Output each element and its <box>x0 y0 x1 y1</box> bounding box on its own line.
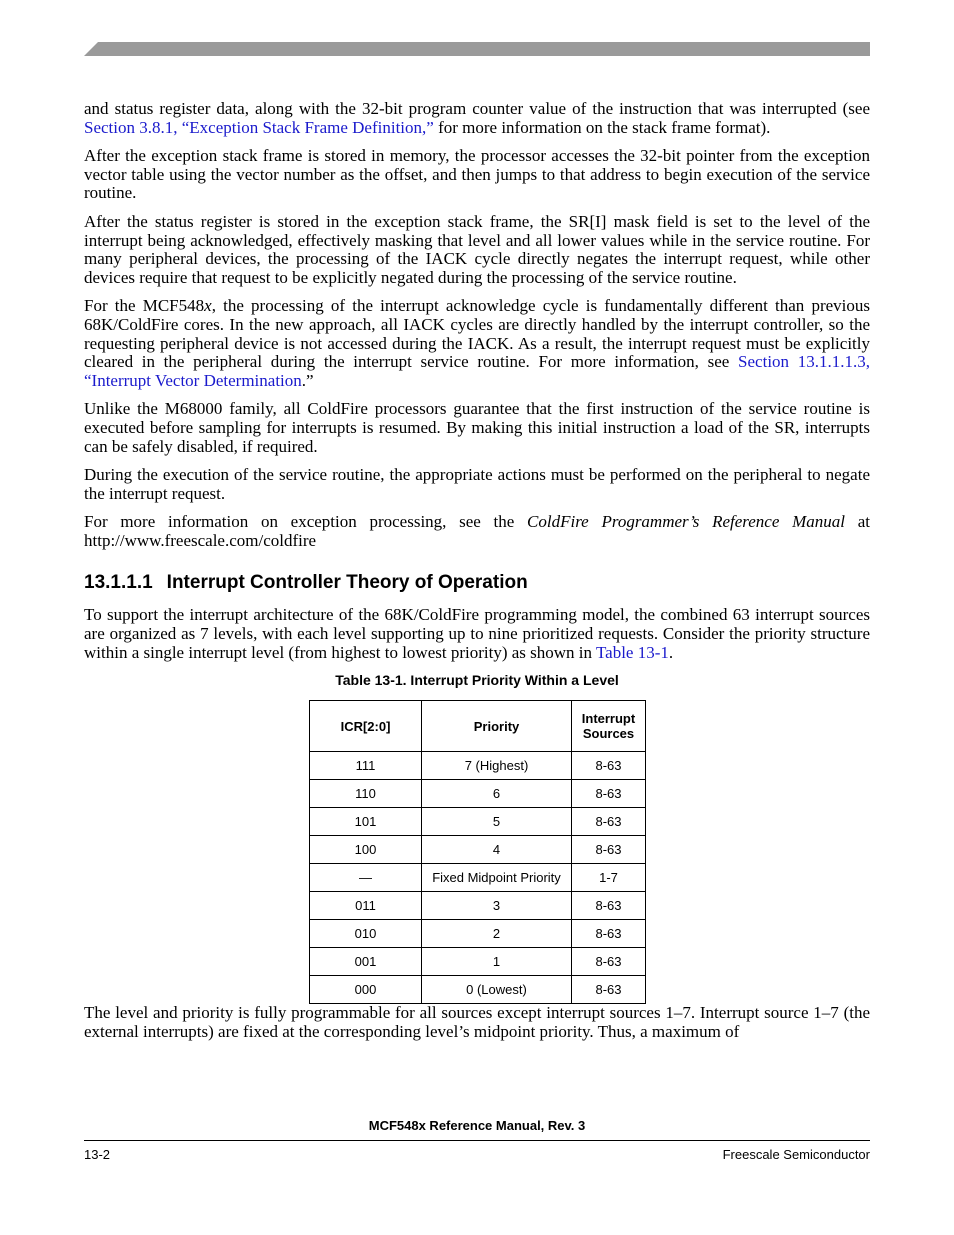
p4-text-mid: , the processing of the interrupt acknowledge cycle is fundamentally different than previous 68K/ColdFire cores. In the new approach, all IACK cycles are directly handled by the interrupt controller, so the requesting peripheral device is not accessed during the IACK. As a result, the interrupt request must be explicitly cleared in the peripheral during the interrupt service routine. For more information, see <box>84 296 870 372</box>
table-title: Table 13-1. Interrupt Priority Within a Level <box>335 672 619 689</box>
section-heading <box>84 572 870 594</box>
cell-icr: 101 <box>310 808 422 836</box>
table-row <box>310 836 646 864</box>
link-table-13-1[interactable]: Table 13-1 <box>595 642 669 662</box>
footer-company: Freescale Semiconductor <box>722 1147 870 1162</box>
cell-icr: 111 <box>310 752 422 780</box>
p4-italic: x <box>204 296 212 316</box>
table-row <box>310 864 646 892</box>
paragraph-2: After the exception stack frame is stored in memory, the processor accesses the 32-bit pointer from the exception vector table using the vector number as the offset, and then jumps to that address to begin execution of the service routine. <box>84 146 870 203</box>
section-number: 13.1.1.1 <box>84 572 153 594</box>
cell-sources: 8-63 <box>572 780 646 808</box>
cell-icr: 000 <box>310 976 422 1004</box>
p8-text-start: To support the interrupt architecture of the 68K/ColdFire programming model, the combined 63 interrupt sources are organized as 7 levels, with each level supporting up to nine prioritized requests. Consider the priority structure within a single interrupt level (from highest to lowest priority) as shown in <box>84 605 870 662</box>
link-interrupt-vector-determination[interactable]: Section 13.1.1.1.3, “Interrupt Vector Determination <box>84 352 870 390</box>
section-title: Interrupt Controller Theory of Operation <box>166 572 528 594</box>
table-header-row <box>310 701 646 752</box>
table-row <box>310 920 646 948</box>
priority-table <box>309 700 646 1004</box>
cell-icr: 110 <box>310 780 422 808</box>
paragraph-3: After the status register is stored in the exception stack frame, the SR[I] mask field is set to the level of the interrupt being acknowledged, effectively masking that level and all lower values while in the service routine. For many peripheral devices, the processing of the IACK cycle directly negates the interrupt request, while other devices require that request to be explicitly negated during the processing of the service routine. <box>84 211 870 287</box>
p8-text-end: . <box>668 642 674 662</box>
paragraph-7 <box>84 513 870 550</box>
table-row <box>310 808 646 836</box>
cell-icr: 001 <box>310 948 422 976</box>
header-bar <box>84 42 870 56</box>
cell-icr: 011 <box>310 892 422 920</box>
table-row <box>310 752 646 780</box>
header-bar-graphic <box>84 42 870 56</box>
cell-priority: 3 <box>422 892 572 920</box>
p1-text-end: for more information on the stack frame format). <box>433 117 771 137</box>
p7-text-end: at http://www.freescale.com/coldfire <box>84 512 870 550</box>
table-row <box>310 976 646 1004</box>
p7-text-start: For more information on exception processing, see the <box>84 512 528 532</box>
cell-sources: 1-7 <box>572 864 646 892</box>
p4-text-end: .” <box>301 370 314 390</box>
cell-priority: 6 <box>422 780 572 808</box>
p7-italic-title: ColdFire Programmer’s Reference Manual <box>527 512 845 532</box>
cell-icr: 100 <box>310 836 422 864</box>
paragraph-1 <box>84 100 870 137</box>
cell-priority: 5 <box>422 808 572 836</box>
cell-sources: 8-63 <box>572 752 646 780</box>
cell-sources: 8-63 <box>572 892 646 920</box>
paragraph-8 <box>84 606 870 662</box>
p1-text-start: and status register data, along with the 32-bit program counter value of the instruction that was interrupted (see <box>84 99 870 118</box>
cell-sources: 8-63 <box>572 808 646 836</box>
footer-divider <box>84 1140 870 1141</box>
paragraph-5: Unlike the M68000 family, all ColdFire processors guarantee that the first instruction of the service routine is executed before sampling for interrupts is resumed. By making this initial instruction a load of the SR, interrupts can be safely disabled, if required. <box>84 399 870 456</box>
cell-priority: 0 (Lowest) <box>422 976 572 1004</box>
cell-priority: 1 <box>422 948 572 976</box>
cell-priority: Fixed Midpoint Priority <box>422 864 572 892</box>
header-icr: ICR[2:0] <box>310 701 422 752</box>
cell-sources: 8-63 <box>572 836 646 864</box>
cell-priority: 7 (Highest) <box>422 752 572 780</box>
link-exception-stack-frame[interactable]: Section 3.8.1, “Exception Stack Frame Definition,” <box>84 117 434 137</box>
cell-icr: 010 <box>310 920 422 948</box>
cell-priority: 4 <box>422 836 572 864</box>
table-row <box>310 780 646 808</box>
cell-icr: — <box>310 864 422 892</box>
table-row <box>310 948 646 976</box>
cell-sources: 8-63 <box>572 948 646 976</box>
paragraph-4 <box>84 297 870 390</box>
p4-text-start: For the MCF548 <box>84 296 205 316</box>
footer-page-number: 13-2 <box>84 1147 111 1162</box>
paragraph-9: The level and priority is fully programmable for all sources except interrupt sources 1–7. Interrupt source 1–7 (the external interrupts) are fixed at the corresponding level’s midpoint priority. Thus, a maximum of <box>84 1003 870 1041</box>
header-interrupt-sources: Interrupt Sources <box>572 701 646 752</box>
cell-priority: 2 <box>422 920 572 948</box>
header-priority: Priority <box>422 701 572 752</box>
cell-sources: 8-63 <box>572 920 646 948</box>
table-row <box>310 892 646 920</box>
paragraph-6: During the execution of the service routine, the appropriate actions must be performed on the peripheral to negate the interrupt request. <box>84 465 870 503</box>
footer-manual-title: MCF548x Reference Manual, Rev. 3 <box>368 1118 586 1133</box>
page-content <box>84 100 870 1051</box>
cell-sources: 8-63 <box>572 976 646 1004</box>
